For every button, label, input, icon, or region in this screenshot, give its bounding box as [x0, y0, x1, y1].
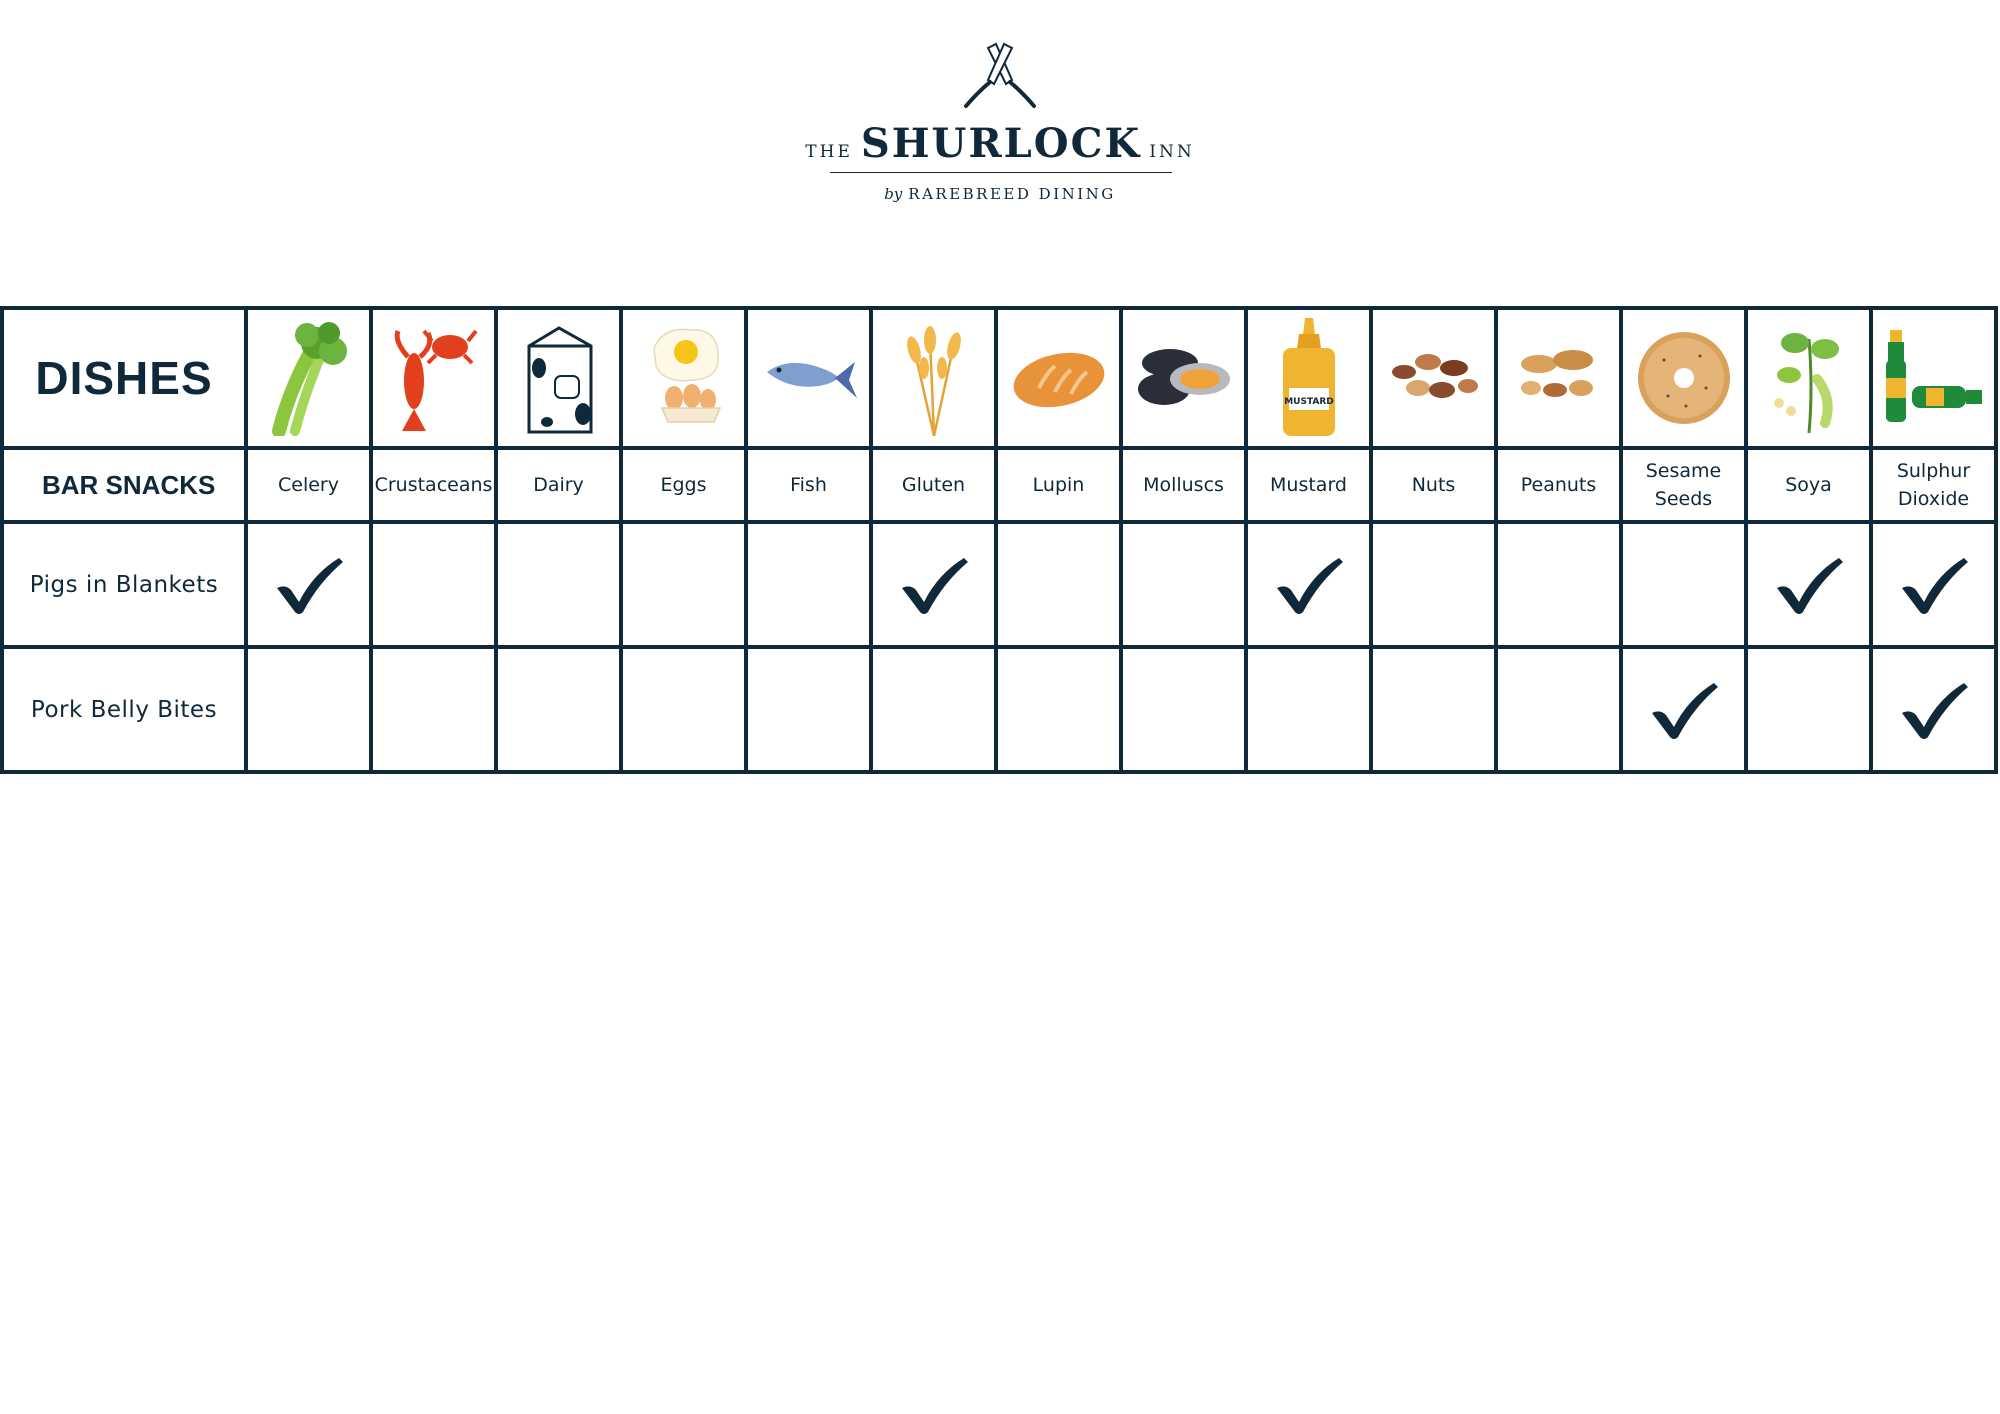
check-cell [1121, 647, 1246, 772]
check-cell [746, 522, 871, 647]
dish-name: Pigs in Blankets [2, 522, 246, 647]
celery-icon [259, 321, 359, 436]
check-cell [1871, 522, 1996, 647]
allergen-name-gluten: Gluten [871, 448, 996, 522]
check-cell [371, 647, 496, 772]
peanuts-icon [1509, 338, 1609, 418]
cell-dairy-icon [496, 308, 621, 448]
allergen-names-row [2, 448, 1996, 522]
section-header: BAR SNACKS [2, 448, 246, 522]
allergen-name-dairy: Dairy [496, 448, 621, 522]
svg-text:MUSTARD: MUSTARD [1283, 397, 1334, 407]
check-cell [1621, 647, 1746, 772]
check-cell [996, 647, 1121, 772]
allergen-name-crustaceans: Crustaceans [371, 448, 496, 522]
check-cell [621, 647, 746, 772]
allergen-name-sesame: Sesame Seeds [1621, 448, 1746, 522]
check-cell [496, 647, 621, 772]
check-cell [1496, 647, 1621, 772]
mussels-icon [1134, 333, 1234, 423]
allergen-name-fish: Fish [746, 448, 871, 522]
allergen-name-soya: Soya [1746, 448, 1871, 522]
check-cell [996, 522, 1121, 647]
checkmark-icon [1898, 679, 1970, 741]
restaurant-logo [805, 42, 1195, 217]
cell-sulphur-icon [1871, 308, 1996, 448]
bread-icon [1009, 338, 1109, 418]
sesame-bagel-icon [1634, 326, 1734, 430]
check-cell [246, 522, 371, 647]
check-cell [1371, 522, 1496, 647]
check-cell [1496, 522, 1621, 647]
beer-bottle-icon [1884, 328, 1984, 428]
soya-plant-icon [1759, 319, 1859, 437]
check-cell [621, 522, 746, 647]
allergen-table [0, 306, 1998, 774]
fish-icon [759, 338, 859, 418]
cell-sesame-icon [1621, 308, 1746, 448]
cell-molluscs-icon [1121, 308, 1246, 448]
check-cell [1371, 647, 1496, 772]
check-cell [496, 522, 621, 647]
dish-row-1 [2, 647, 1996, 772]
dishes-header: DISHES [2, 308, 246, 448]
cell-eggs-icon [621, 308, 746, 448]
dish-name: Pork Belly Bites [2, 647, 246, 772]
checkmark-icon [1273, 554, 1345, 616]
checkmark-icon [273, 554, 345, 616]
nuts-icon [1384, 338, 1484, 418]
check-cell [1871, 647, 1996, 772]
logo-the: THE [805, 142, 853, 162]
allergen-name-nuts: Nuts [1371, 448, 1496, 522]
checkmark-icon [1898, 554, 1970, 616]
cell-soya-icon [1746, 308, 1871, 448]
check-cell [871, 522, 996, 647]
crossed-knives-icon [960, 42, 1040, 110]
logo-inn: INN [1149, 142, 1195, 162]
mustard-bottle-icon [1259, 316, 1359, 440]
allergen-name-lupin: Lupin [996, 448, 1121, 522]
check-cell [371, 522, 496, 647]
cell-celery-icon [246, 308, 371, 448]
check-cell [246, 647, 371, 772]
check-cell [1121, 522, 1246, 647]
logo-subtitle-line [820, 185, 1180, 203]
cell-fish-icon [746, 308, 871, 448]
allergen-name-celery: Celery [246, 448, 371, 522]
check-cell [1246, 522, 1371, 647]
logo-divider [830, 172, 1172, 173]
dish-row-0 [2, 522, 1996, 647]
allergen-name-eggs: Eggs [621, 448, 746, 522]
cell-mustard-icon [1246, 308, 1371, 448]
logo-name: SHURLOCK [860, 120, 1142, 167]
wheat-icon [884, 318, 984, 438]
milk-carton-icon [509, 318, 609, 438]
cell-lupin-icon [996, 308, 1121, 448]
check-cell [871, 647, 996, 772]
allergen-name-sulphur: Sulphur Dioxide [1871, 448, 1996, 522]
cell-nuts-icon [1371, 308, 1496, 448]
allergen-name-molluscs: Molluscs [1121, 448, 1246, 522]
logo-subtitle: RAREBREED DINING [908, 185, 1116, 203]
cell-gluten-icon [871, 308, 996, 448]
lobster-crab-icon [384, 321, 484, 436]
check-cell [1746, 647, 1871, 772]
checkmark-icon [898, 554, 970, 616]
cell-crustaceans-icon [371, 308, 496, 448]
check-cell [746, 647, 871, 772]
checkmark-icon [1648, 679, 1720, 741]
check-cell [1246, 647, 1371, 772]
allergen-name-mustard: Mustard [1246, 448, 1371, 522]
check-cell [1746, 522, 1871, 647]
eggs-icon [634, 318, 734, 438]
check-cell [1621, 522, 1746, 647]
checkmark-icon [1773, 554, 1845, 616]
cell-peanuts-icon [1496, 308, 1621, 448]
logo-by: by [884, 185, 903, 203]
icon-row [2, 308, 1996, 448]
allergen-name-peanuts: Peanuts [1496, 448, 1621, 522]
